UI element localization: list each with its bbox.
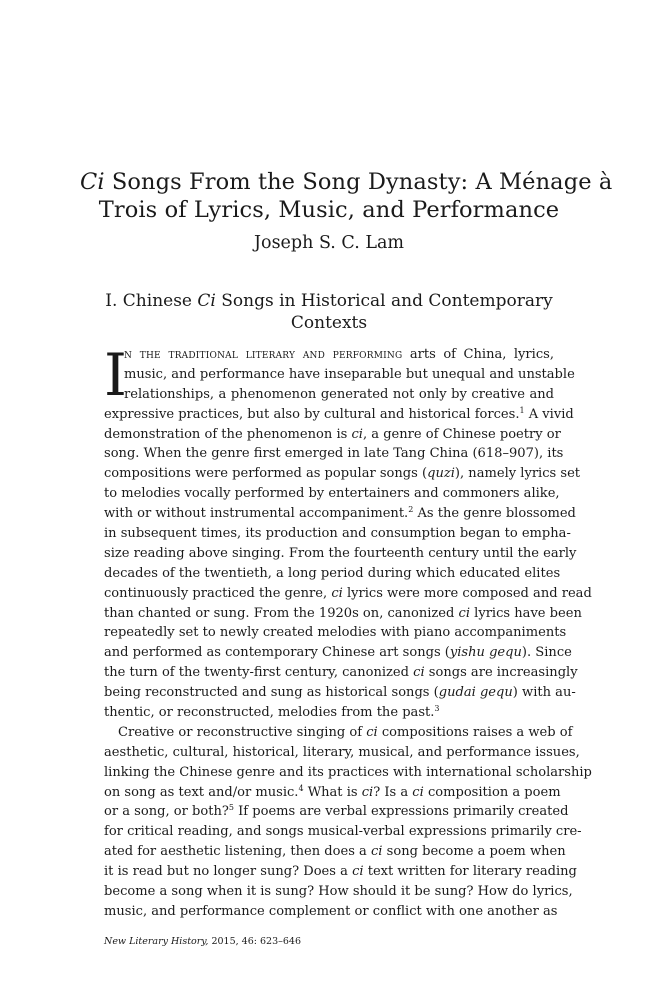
body-line: [104, 544, 577, 564]
body-line: [104, 902, 558, 922]
footnote-ref: 2: [408, 505, 414, 515]
line-text: thentic, or reconstructed, melodies from the past.: [104, 705, 435, 721]
line-text: As the genre blossomed: [417, 506, 576, 522]
section-number: I. Chinese: [105, 291, 192, 311]
body-line: [104, 365, 575, 385]
italic-term: ci: [413, 665, 425, 681]
line-text: for critical reading, and songs musical-verbal expressions primarily cre-: [104, 824, 582, 840]
title-line-1: [80, 168, 613, 196]
line-text: lyrics were more composed and read: [346, 585, 592, 601]
drop-cap: I: [104, 341, 127, 409]
line-text: linking the Chinese genre and its practices with international scholarship: [104, 764, 592, 780]
body-line: [104, 444, 564, 464]
body-line: [104, 524, 571, 544]
body-line: [104, 822, 582, 842]
line-text: music, and performance have inseparable but unequal and unstable: [124, 366, 575, 382]
body-line: [104, 484, 560, 504]
body-line: [104, 643, 572, 663]
line-text: ) with au-: [512, 685, 576, 701]
italic-term: ci: [412, 784, 424, 800]
section-heading-line-1: [80, 290, 578, 312]
italic-term: ci: [366, 724, 378, 740]
body-line: [104, 862, 577, 882]
line-text: decades of the twentieth, a long period during which educated elites: [104, 565, 561, 581]
section-heading-text: Songs in Historical and Contemporary: [221, 291, 553, 311]
line-text: , a genre of Chinese poetry or: [362, 426, 561, 442]
body-line: [104, 763, 592, 783]
line-text: or a song, or both?: [104, 804, 229, 820]
line-text: relationships, a phenomenon generated not only by creative and: [124, 386, 554, 402]
body-line: [104, 405, 574, 425]
line-text: ). Since: [521, 645, 572, 661]
body-line: [104, 464, 581, 484]
body-line: [104, 703, 554, 723]
line-text: Creative or reconstructive singing of: [118, 724, 363, 740]
line-text: arts of China, lyrics,: [409, 347, 554, 362]
body-line: [104, 385, 554, 405]
body-line: [104, 842, 566, 862]
body-line: [104, 623, 567, 643]
body-line: [104, 564, 561, 584]
italic-term: quzi: [427, 466, 455, 482]
line-text: to melodies vocally performed by entertainers and commoners alike,: [104, 486, 560, 502]
italic-term: ci: [351, 426, 363, 442]
line-text: composition a poem: [427, 784, 561, 800]
small-caps-text: n the traditional literary and performing: [124, 347, 403, 362]
body-line: [104, 882, 573, 902]
line-text: ? Is a: [373, 784, 409, 800]
body-line: [104, 425, 561, 445]
article-title: [80, 168, 613, 224]
line-text: songs are increasingly: [428, 665, 578, 681]
body-line: [104, 663, 578, 683]
line-text: repeatedly set to newly created melodies with piano accompaniments: [104, 625, 567, 641]
line-text: expressive practices, but also by cultural and historical forces.: [104, 406, 520, 422]
citation-details: 2015, 46: 623–646: [211, 936, 301, 947]
citation-footer: [104, 936, 301, 948]
italic-term: yishu gequ: [449, 645, 522, 661]
body-line: [104, 604, 582, 624]
line-text: compositions raises a web of: [381, 724, 573, 740]
body-text: [104, 341, 592, 922]
line-text: text written for literary reading: [367, 864, 577, 880]
line-text: continuously practiced the genre,: [104, 585, 328, 601]
footnote-ref: 1: [519, 405, 525, 415]
italic-term: ci: [331, 585, 343, 601]
line-text: than chanted or sung. From the 1920s on, canonized: [104, 605, 455, 621]
line-text: ated for aesthetic listening, then does a: [104, 844, 367, 860]
line-text: with or without instrumental accompaniment.: [104, 506, 409, 522]
line-text: size reading above singing. From the fourteenth century until the early: [104, 545, 577, 561]
body-line: [104, 743, 580, 763]
title-line-2: Trois of Lyrics, Music, and Performance: [98, 197, 560, 223]
title-line-1-text: Songs From the Song Dynasty: A Ménage à: [111, 169, 613, 195]
author-name: Joseph S. C. Lam: [254, 233, 404, 253]
footnote-ref: 5: [228, 803, 234, 813]
body-line: [104, 723, 573, 743]
body-line: [104, 584, 592, 604]
line-text: demonstration of the phenomenon is: [104, 426, 348, 442]
line-text: A vivid: [528, 406, 574, 422]
line-text: aesthetic, cultural, historical, literary, musical, and performance issues,: [104, 744, 580, 760]
italic-term: gudai gequ: [438, 685, 513, 701]
section-heading-line-2: Contexts: [290, 313, 368, 333]
journal-name: New Literary History,: [104, 936, 209, 947]
line-text: on song as text and/or music.: [104, 784, 299, 800]
line-text: in subsequent times, its production and consumption began to empha-: [104, 526, 571, 542]
italic-term: ci: [458, 605, 470, 621]
body-line: [104, 345, 554, 365]
body-line: [104, 802, 569, 822]
line-text: song become a poem when: [386, 844, 566, 860]
body-line: [104, 683, 576, 703]
line-text: become a song when it is sung? How should it be sung? How do lyrics,: [104, 884, 573, 900]
line-text: the turn of the twenty-first century, canonized: [104, 665, 409, 681]
section-ci-term: Ci: [197, 291, 216, 311]
italic-term: ci: [361, 784, 374, 800]
line-text: song. When the genre first emerged in late Tang China (618–907), its: [104, 446, 564, 462]
line-text: it is read but no longer sung? Does a: [104, 864, 348, 880]
line-text: being reconstructed and sung as historical songs (: [104, 685, 439, 701]
body-line: [104, 783, 561, 803]
italic-term: ci: [352, 864, 364, 880]
italic-term: ci: [371, 844, 383, 860]
title-ci-term: Ci: [80, 169, 105, 195]
line-text: lyrics have been: [474, 605, 582, 621]
line-text: What is: [307, 784, 358, 800]
line-text: ), namely lyrics set: [454, 466, 581, 482]
line-text: and performed as contemporary Chinese art songs (: [104, 645, 450, 661]
footnote-ref: 4: [298, 783, 304, 793]
section-heading: [80, 290, 578, 334]
line-text: compositions were performed as popular songs (: [104, 466, 428, 482]
line-text: music, and performance complement or conflict with one another as: [104, 903, 558, 919]
footnote-ref: 3: [434, 704, 440, 714]
line-text: If poems are verbal expressions primarily created: [238, 804, 569, 820]
body-line: [104, 504, 576, 524]
